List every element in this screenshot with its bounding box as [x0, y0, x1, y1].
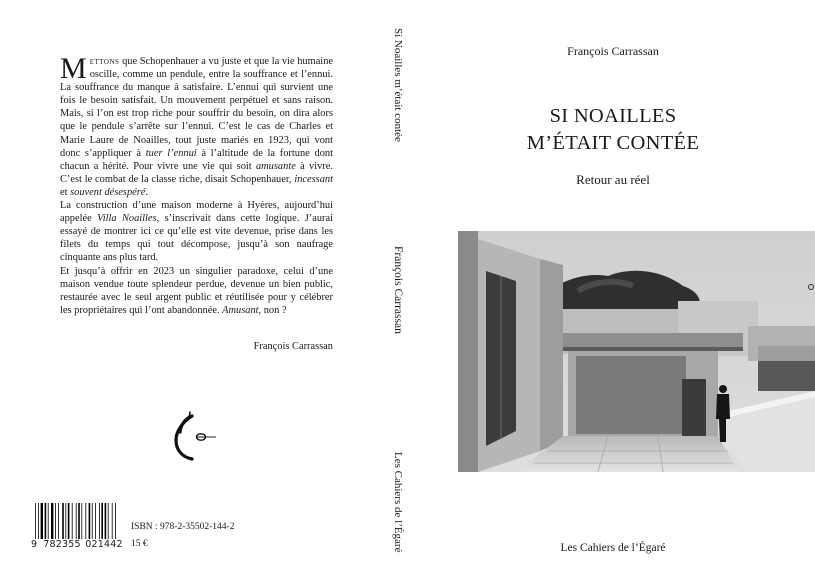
blurb-paragraph-3: Et jusqu’à offrir en 2023 un singulier paradoxe, celui d’une maison vendue toute splendeur perdue, devenue un bien public, restaurée avec le seul argent public et réutilisée pour y célébrer les propriétaires qui l’ont abandonnée. Amusant, non ?	[60, 265, 333, 316]
front-title-line-1: SI NOAILLES	[549, 105, 677, 127]
front-title	[423, 103, 803, 157]
back-cover	[0, 0, 380, 580]
barcode-digits-left: 782355	[43, 539, 81, 550]
barcode-digits-right: 021442	[85, 539, 123, 550]
first-word-rest: ettons	[89, 56, 120, 67]
back-cover-blurb	[60, 52, 334, 317]
barcode-digit-first: 9	[31, 539, 38, 550]
cover-photo-villa	[458, 231, 815, 472]
publisher-logo-icon	[170, 410, 220, 464]
blurb-paragraph-1: Mettons que Schopenhauer a vu juste et que la vie humaine oscille, comme un pendule, entre la souffrance et l’ennui. La souffrance du manque à satisfaire. L’ennui qui survient une fois le besoin satisfait. Un mouvement perpétuel et sans raison. Mais, si l’on est trop riche pour souffrir du besoin, on dira alors que le pendule s’arrête sur l’ennui. C’est le cas de Charles et Marie Laure de Noailles, tout juste mariés en 1923, qui vont donc s’appliquer à tuer l’ennui à l’altitude de la fortune dont chacun a hérité. Pour vivre une vie qui soit amusante à vivre. C’est le combat de la classe riche, disait Schopenhauer, incessant et souvent désespéré.	[60, 52, 333, 198]
front-author: François Carrassan	[567, 44, 659, 58]
barcode-digits	[31, 539, 125, 550]
blurb-paragraph-2: La construction d’une maison moderne à Hyères, aujourd’hui appelée Villa Noailles, s’inscrivait dans cette logique. J’aurai essayé de montrer ici ce qu’elle est vite devenue, prise dans les filets du temps qui tout décompose, jusqu’à son naufrage cinquante ans plus tard.	[60, 200, 334, 264]
spine-author: François Carrassan	[392, 246, 404, 334]
front-cover	[423, 0, 815, 580]
back-signature: François Carrassan	[253, 341, 333, 352]
spine-publisher: Les Cahiers de l’Égaré	[392, 452, 404, 553]
spine-title: Si Noailles m’était contée	[392, 28, 404, 142]
front-publisher: Les Cahiers de l’Égaré	[560, 542, 666, 554]
spine	[380, 0, 423, 580]
front-title-line-2: M’ÉTAIT CONTÉE	[526, 132, 700, 154]
isbn: ISBN : 978-2-35502-144-2	[131, 522, 235, 532]
price: 15 €	[131, 539, 148, 549]
front-subtitle: Retour au réel	[576, 172, 650, 187]
drop-cap: M	[60, 52, 87, 85]
